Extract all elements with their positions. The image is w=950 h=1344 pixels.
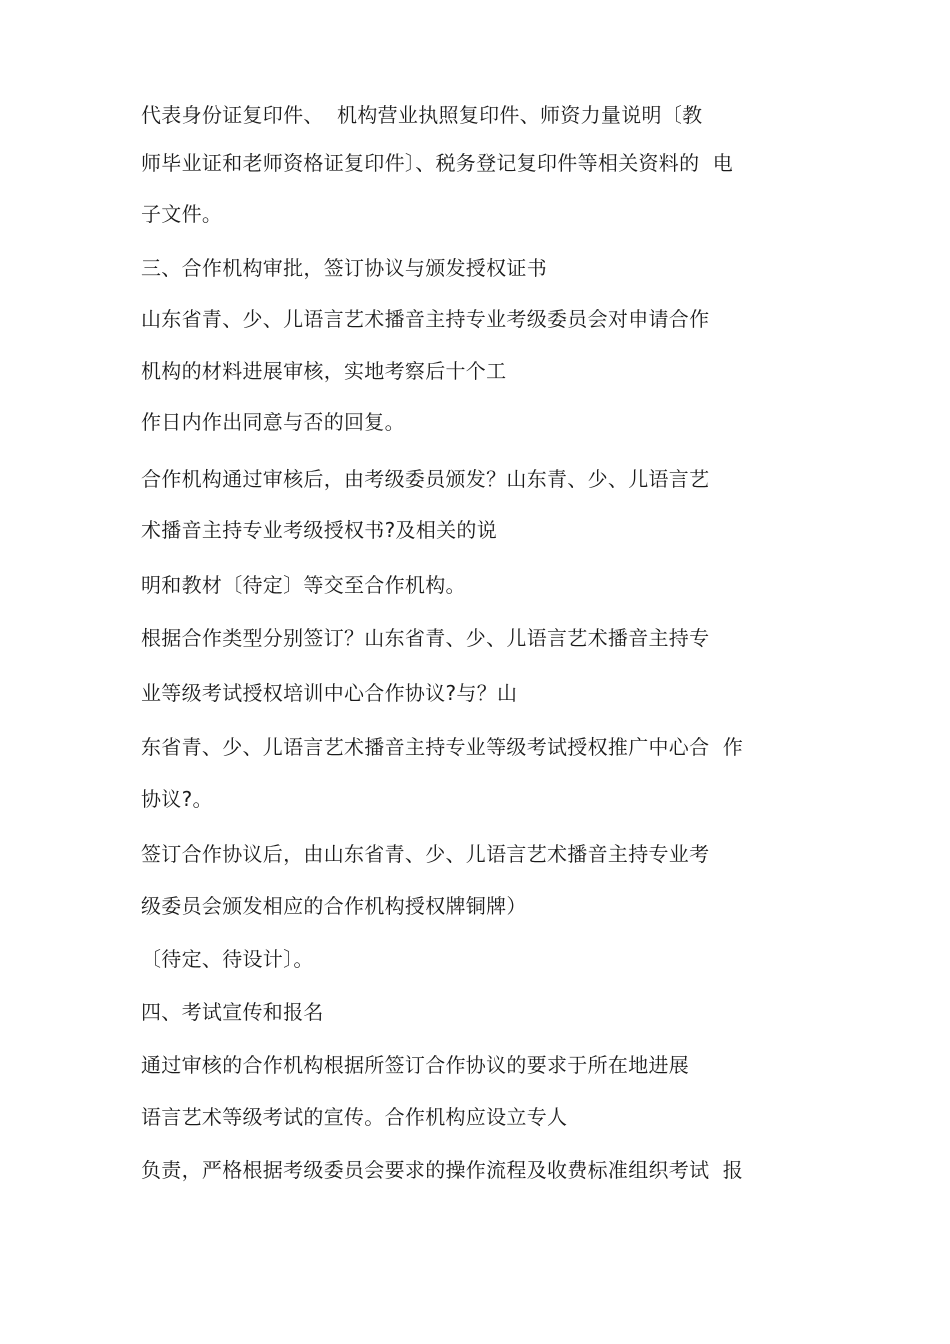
text-line: 明和教材〔待定〕等交至合作机构。 <box>141 573 466 597</box>
text-line: 负责，严格根据考级委员会要求的操作流程及收费标准组织考试 报 <box>141 1158 744 1182</box>
text-line: 山东省青、少、儿语言艺术播音主持专业考级委员会对申请合作 <box>141 307 710 331</box>
text-line: 协议?。 <box>141 787 213 811</box>
text-line: 子文件。 <box>141 202 223 226</box>
text-line: 通过审核的合作机构根据所签订合作协议的要求于所在地进展 <box>141 1053 690 1077</box>
text-line: 语言艺术等级考试的宣传。合作机构应设立专人 <box>141 1105 568 1129</box>
text-line: 东省青、少、儿语言艺术播音主持专业等级考试授权推广中心合 作 <box>141 735 744 759</box>
text-line: 根据合作类型分别签订？山东省青、少、儿语言艺术播音主持专 <box>141 626 710 650</box>
text-line: 业等级考试授权培训中心合作协议?与？山 <box>141 681 518 705</box>
text-line: 机构的材料进展审核，实地考察后十个工 <box>141 359 507 383</box>
text-line: 代表身份证复印件、 机构营业执照复印件、师资力量说明〔教 <box>141 103 703 127</box>
text-line: 合作机构通过审核后，由考级委员颁发？山东青、少、儿语言艺 <box>141 467 710 491</box>
section-heading: 三、合作机构审批，签订协议与颁发授权证书 <box>141 256 547 280</box>
text-line: 术播音主持专业考级授权书?及相关的说 <box>141 518 498 542</box>
section-heading: 四、考试宣传和报名 <box>141 1000 324 1024</box>
text-line: 作日内作出同意与否的回复。 <box>141 410 405 434</box>
text-line: 〔待定、待设计〕。 <box>141 947 314 971</box>
text-line: 签订合作协议后，由山东省青、少、儿语言艺术播音主持专业考 <box>141 842 710 866</box>
text-line: 师毕业证和老师资格证复印件〕、税务登记复印件等相关资料的 电 <box>141 151 734 175</box>
text-line: 级委员会颁发相应的合作机构授权牌铜牌） <box>141 894 527 918</box>
